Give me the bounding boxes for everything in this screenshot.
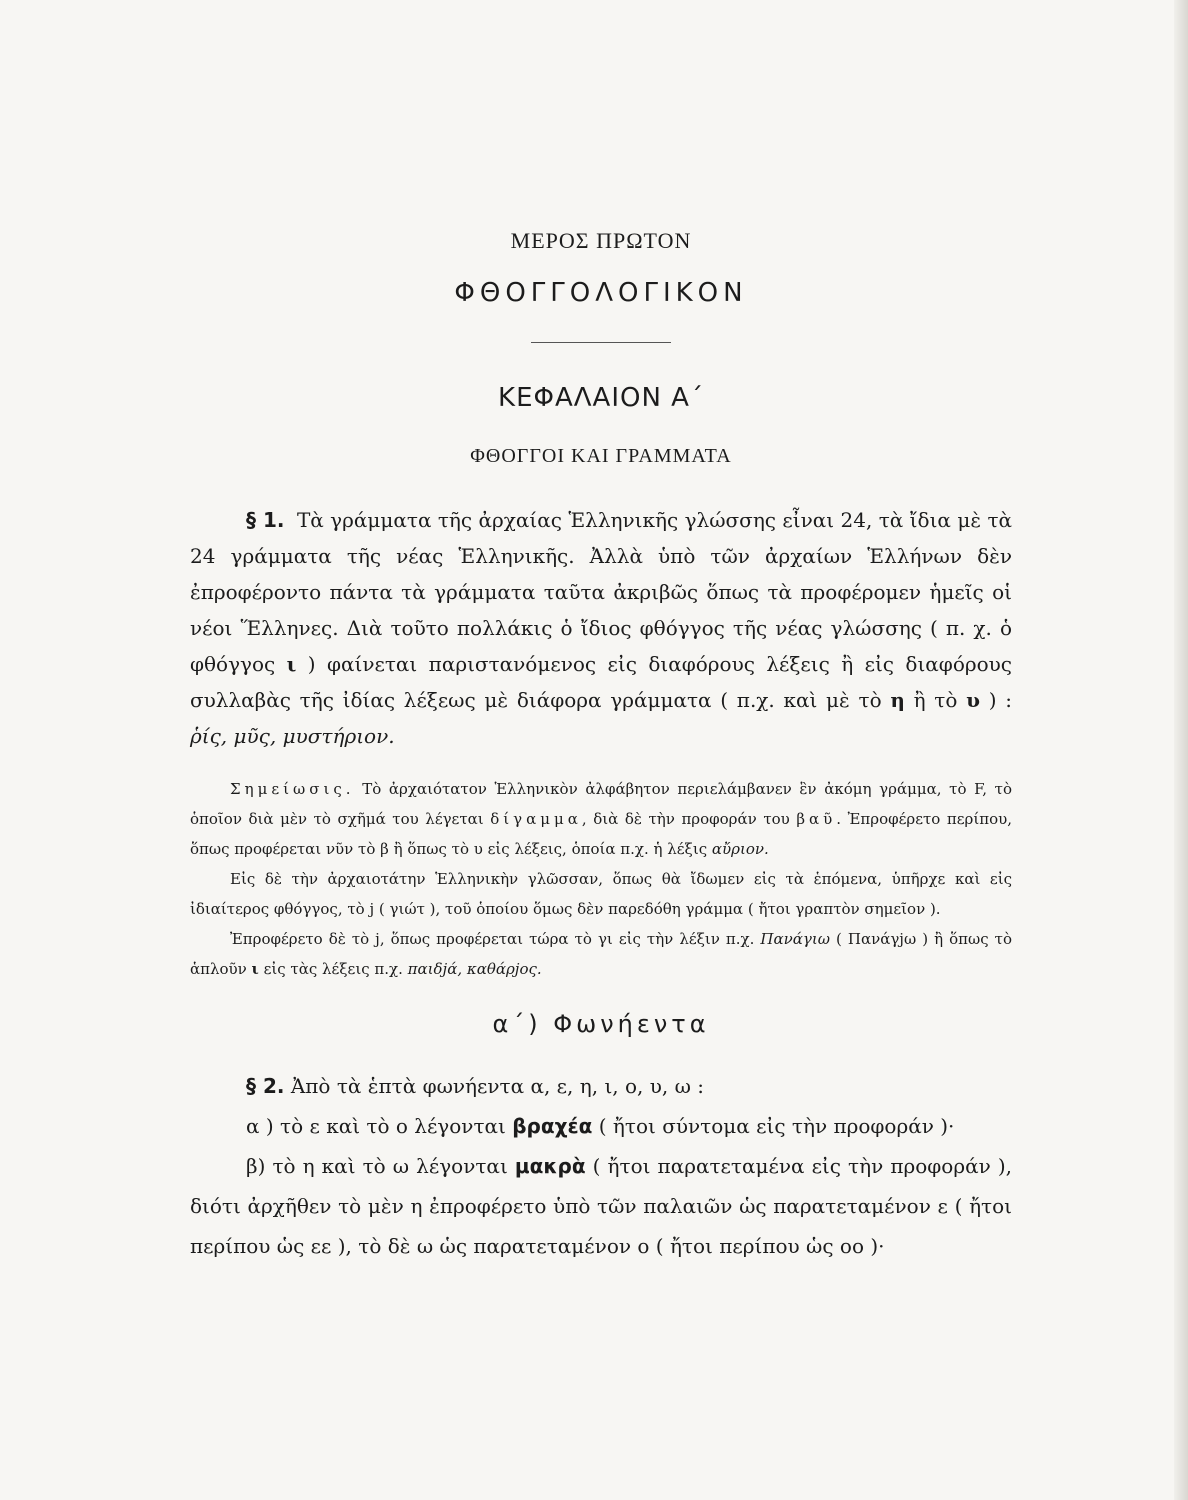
note-label: Σημείωσις. bbox=[230, 780, 355, 798]
note-example-1: αὔριον. bbox=[711, 840, 769, 858]
section-title: ΦΘΟΓΓΟΙ ΚΑΙ ΓΡΑΜΜΑΤΑ bbox=[470, 445, 732, 467]
p1-letter-eta: η bbox=[890, 688, 905, 712]
main-title: ΦΘΟΓΓΟΛΟΓΙΚΟΝ bbox=[454, 278, 748, 308]
document-page bbox=[190, 228, 1012, 1266]
note-digamma: δίγαμμα bbox=[490, 810, 582, 828]
p2-b-text-1: β) τὸ η καὶ τὸ ω λέγονται bbox=[246, 1154, 508, 1178]
note-text-1c: . Ἐπροφέρετο περίπου, ὅπως προφέρεται νῦν τὸ β ἢ ὅπως τὸ υ εἰς λέξεις, ὁποία π.χ. ἡ λέξις bbox=[190, 810, 1012, 858]
paragraph-1 bbox=[190, 502, 1012, 754]
note-text-1a: Τὸ ἀρχαιότατον Ἑλληνικὸν ἀλφάβητον περιελάμβανεν ἓν ἀκόμη γράμμα, τὸ F, τὸ ὁποῖον διὰ μὲν τὸ σχῆμά του λέγεται bbox=[190, 780, 1012, 828]
p2-a-text-2: ( ἤτοι σύντομα εἰς τὴν προφοράν )· bbox=[598, 1114, 955, 1138]
p1-text-4: ) : bbox=[988, 688, 1012, 712]
section-number-1: § 1. bbox=[246, 508, 285, 532]
p2-a-text-1: α ) τὸ ε καὶ τὸ ο λέγονται bbox=[246, 1114, 506, 1138]
note-example-3: παιδjά, καθάρjος. bbox=[407, 960, 542, 978]
section-number-2: § 2. bbox=[246, 1074, 285, 1098]
p1-letter-upsilon: υ bbox=[966, 688, 981, 712]
page-edge bbox=[1174, 0, 1188, 1500]
note-paragraph-1 bbox=[190, 774, 1012, 864]
p1-text-1: Τὰ γράμματα τῆς ἀρχαίας Ἑλληνικῆς γλώσσης εἶναι 24, τὰ ἴδια μὲ τὰ 24 γράμματα τῆς νέας Ἑλληνικῆς. Ἀλλὰ ὑπὸ τῶν ἀρχαίων Ἑλλήνων δὲν ἐπροφέροντο πάντα τὰ γράμματα ταῦτα ἀκριβῶς ὅπως τὰ προφέρομεν ἡμεῖς οἱ νέοι Ἕλληνες. Διὰ τοῦτο πολλάκις ὁ ἴδιος φθόγγος τῆς νέας γλώσσης ( π. χ. ὁ φθόγγος bbox=[190, 508, 1013, 676]
note-text-3c: εἰς τὰς λέξεις π.χ. bbox=[263, 960, 403, 978]
p2-b-term: μακρὰ bbox=[514, 1154, 586, 1178]
vowels-heading: α΄) Φωνήεντα bbox=[492, 1010, 710, 1038]
paragraph-2-item-a bbox=[190, 1106, 1012, 1146]
divider-rule bbox=[531, 342, 671, 343]
p1-examples: ῥίς, μῦς, μυστήριον. bbox=[190, 724, 395, 748]
note-paragraph-2: Εἰς δὲ τὴν ἀρχαιοτάτην Ἑλληνικὴν γλῶσσαν, ὅπως θὰ ἴδωμεν εἰς τὰ ἑπόμενα, ὑπῆρχε καὶ εἰς ἰδιαίτερος φθόγγος, τὸ j ( γιώτ ), τοῦ ὁποίου ὅμως δὲν παρεδόθη γράμμα ( ἤτοι γραπτὸν σημεῖον ). bbox=[190, 870, 1012, 918]
note-block bbox=[190, 774, 1012, 984]
p1-letter-iota: ι bbox=[286, 652, 297, 676]
p2-intro: Ἀπὸ τὰ ἑπτὰ φωνήεντα α, ε, η, ι, ο, υ, ω : bbox=[290, 1074, 705, 1098]
note-letter-iota: ι bbox=[251, 960, 259, 978]
p1-text-3: ἢ τὸ bbox=[913, 688, 958, 712]
part-title: ΜΕΡΟΣ ΠΡΩΤΟΝ bbox=[510, 228, 692, 253]
note-example-2: Πανάγιω bbox=[760, 930, 830, 948]
note-vau: βαῦ bbox=[796, 810, 837, 828]
note-text-3a: Ἐπροφέρετο δὲ τὸ j, ὅπως προφέρεται τώρα τὸ γι εἰς τὴν λέξιν π.χ. bbox=[230, 930, 755, 948]
p1-text-2: ) φαίνεται παριστανόμενος εἰς διαφόρους λέξεις ἢ εἰς διαφόρους συλλαβὰς τῆς ἰδίας λέξεως μὲ διάφορα γράμματα ( π.χ. καὶ μὲ τὸ bbox=[190, 652, 1013, 712]
paragraph-2-intro bbox=[190, 1066, 1012, 1106]
p2-a-term: βραχέα bbox=[512, 1114, 593, 1138]
p2-b-text-2: ( ἤτοι παρατεταμένα εἰς τὴν προφοράν ), διότι ἀρχῆθεν τὸ μὲν η ἐπροφέρετο ὑπὸ τῶν παλαιῶν ὡς παρατεταμένον ε ( ἤτοι περίπου ὡς εε ), τὸ δὲ ω ὡς παρατεταμένον ο ( ἤτοι περίπου ὡς οο )· bbox=[190, 1154, 1012, 1258]
note-paragraph-3 bbox=[190, 924, 1012, 984]
chapter-title: ΚΕΦΑΛΑΙΟΝ Α΄ bbox=[498, 383, 704, 413]
paragraph-2-item-b bbox=[190, 1146, 1012, 1266]
note-text-3b: ( Πανάγjω ) ἢ ὅπως τὸ ἁπλοῦν bbox=[190, 930, 1012, 978]
note-text-1b: , διὰ δὲ τὴν προφοράν του bbox=[581, 810, 790, 828]
